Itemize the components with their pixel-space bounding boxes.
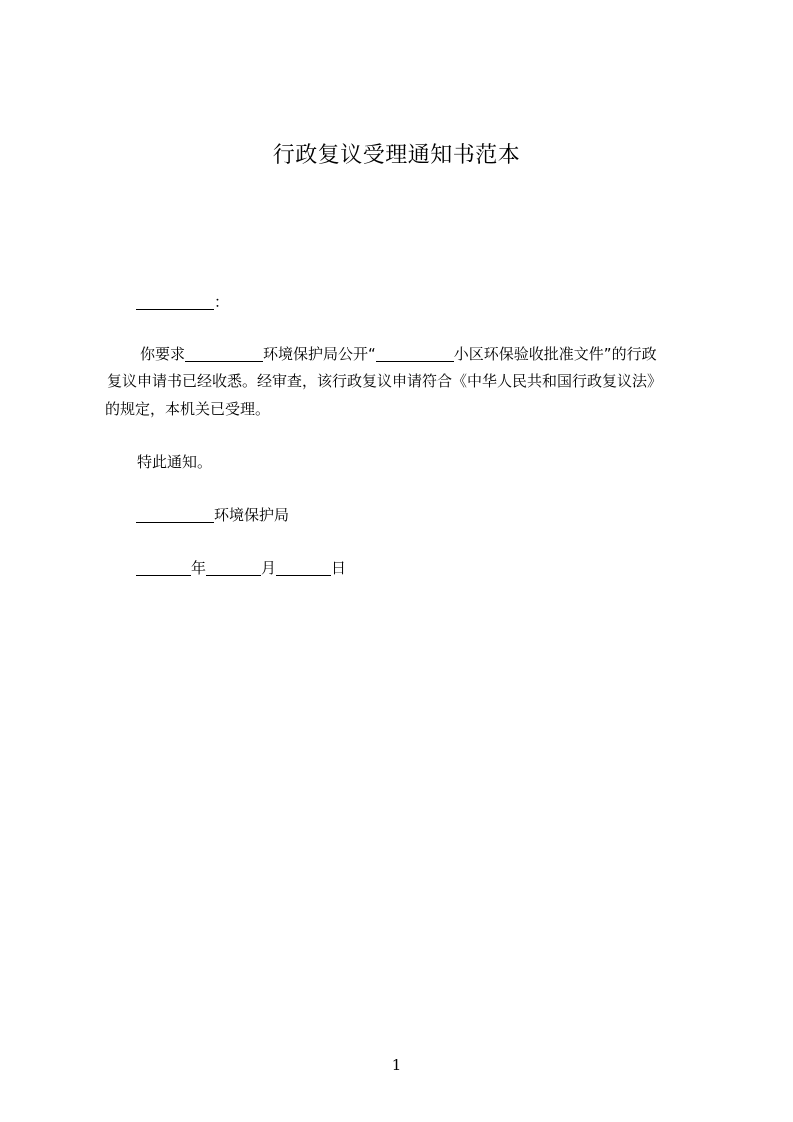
month-label: 月 [261, 559, 277, 577]
salutation-line [136, 291, 229, 313]
body-line-3: 的规定，本机关已受理。 [105, 400, 271, 418]
body-line-1-part-2: 环境保护局公开“ [263, 345, 376, 363]
day-label: 日 [331, 559, 347, 577]
date-line [136, 557, 346, 579]
body-line-1-part-1: 你要求 [140, 345, 186, 363]
page-number: 1 [391, 1056, 402, 1074]
closing-text: 特此通知。 [137, 453, 213, 471]
year-blank [136, 559, 191, 576]
signature-line [136, 504, 289, 526]
month-blank [206, 559, 261, 576]
community-blank [376, 345, 454, 362]
body-line-1-part-3: 小区环保验收批准文件”的行政 [453, 345, 657, 363]
signature-agency-blank [136, 506, 214, 523]
salutation-colon: ： [214, 293, 230, 311]
signature-agency-label: 环境保护局 [214, 506, 290, 524]
day-blank [276, 559, 331, 576]
body-line-2: 复议申请书已经收悉。经审查，该行政复议申请符合《中华人民共和国行政复议法》 [107, 372, 663, 390]
body-line-1 [140, 343, 657, 365]
addressee-blank [136, 293, 214, 310]
agency-blank [185, 345, 263, 362]
year-label: 年 [191, 559, 207, 577]
document-title: 行政复议受理通知书范本 [272, 143, 521, 168]
